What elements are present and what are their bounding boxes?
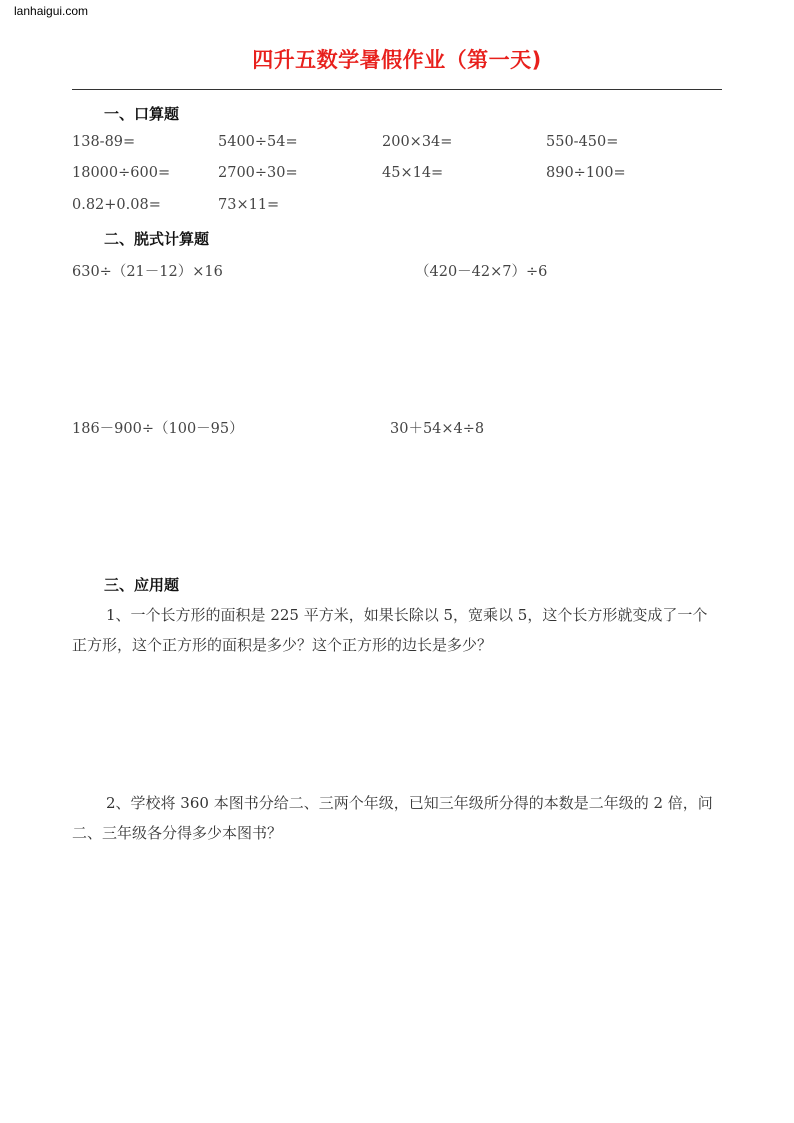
section-heading-calculation: 二、脱式计算题 xyxy=(104,230,210,248)
calculation-item: 30＋54×4÷8 xyxy=(390,421,485,437)
oral-item: 0.82+0.08= xyxy=(72,197,161,213)
calculation-item: （420－42×7）÷6 xyxy=(415,264,548,280)
oral-item: 73×11= xyxy=(218,197,280,213)
word-problem: 1、一个长方形的面积是 225 平方米，如果长除以 5，宽乘以 5，这个长方形就变成了一个正方形，这个正方形的面积是多少？这个正方形的边长是多少？ xyxy=(72,606,708,654)
word-problem: 2、学校将 360 本图书分给二、三两个年级，已知三年级所分得的本数是二年级的 2 倍，问二、三年级各分得多少本图书？ xyxy=(72,794,713,842)
section-heading-word-problems: 三、应用题 xyxy=(104,576,180,594)
oral-item: 138-89= xyxy=(72,134,136,150)
oral-item: 200×34= xyxy=(382,134,453,150)
oral-item: 550-450= xyxy=(546,134,619,150)
oral-item: 2700÷30= xyxy=(218,165,298,181)
oral-item: 5400÷54= xyxy=(218,134,298,150)
watermark: lanhaigui.com xyxy=(14,4,89,18)
page-title: 四升五数学暑假作业（第一天) xyxy=(252,48,542,72)
section-heading-oral: 一、口算题 xyxy=(104,105,180,123)
oral-item: 45×14= xyxy=(382,165,444,181)
calculation-item: 186－900÷（100－95） xyxy=(72,421,244,437)
calculation-item: 630÷（21－12）×16 xyxy=(72,264,223,280)
oral-item: 890÷100= xyxy=(546,165,626,181)
title-divider xyxy=(72,89,722,90)
oral-item: 18000÷600= xyxy=(72,165,171,181)
